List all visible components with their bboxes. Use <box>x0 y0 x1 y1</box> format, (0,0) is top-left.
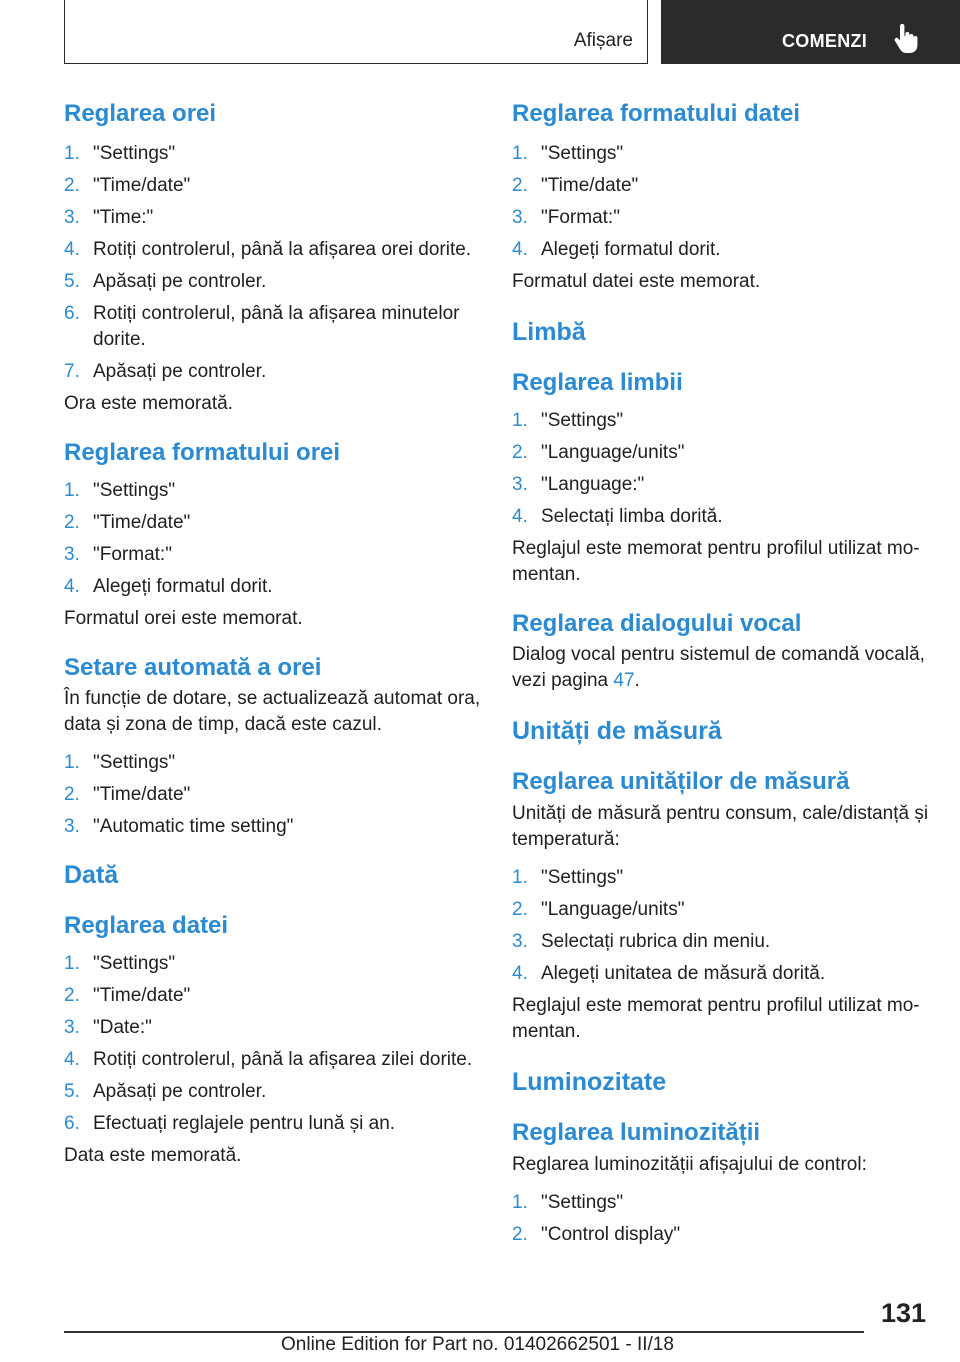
steps-auto-time <box>64 750 482 840</box>
list-item: 3. Selectați rubrica din meniu. <box>512 931 771 953</box>
footer-divider <box>64 1331 864 1333</box>
heading-time-setting: Reglarea orei <box>64 100 217 127</box>
list-item: 3. "Format:" <box>64 543 172 565</box>
heading-auto-time: Setare automată a orei <box>64 653 322 681</box>
list-item: 6. Rotiți controlerul, până la afișarea minutelor dorite. <box>64 302 460 350</box>
list-item: 3. "Format:" <box>512 206 620 228</box>
heading-language-setting: Reglarea limbii <box>512 368 683 396</box>
list-item: 4. Alegeți unitatea de măsură dorită. <box>512 963 826 985</box>
steps-units-setting <box>512 865 932 987</box>
list-item: 5. Apăsați pe controler. <box>64 270 267 292</box>
list-item: 2. "Time/date" <box>512 174 639 196</box>
intro-voice-dialog: Dialog vocal pentru sistemul de comandă vocală, vezi pagina 47. <box>512 644 925 692</box>
list-item: 2. "Time/date" <box>64 174 191 196</box>
intro-auto-time: În funcție de dotare, se actualizează automat ora, data și zona de timp, dacă este cazul. <box>64 688 481 736</box>
list-item: 4. Selectați limba dorită. <box>512 505 723 527</box>
header-chapter-tab <box>661 0 960 64</box>
list-item: 3. "Language:" <box>512 473 645 495</box>
list-item: 2. "Time/date" <box>64 985 191 1007</box>
header-section-tab <box>64 0 648 64</box>
list-item: 3. "Time:" <box>64 206 154 228</box>
steps-time-format <box>64 478 482 600</box>
heading-voice-dialog: Reglarea dialogului vocal <box>512 609 802 637</box>
list-item: 4. Rotiți controlerul, până la afișarea orei dorite. <box>64 238 472 260</box>
note-language-saved: Reglajul este memorat pentru profilul utilizat mo-mentan. <box>512 537 920 585</box>
list-item: 2. "Time/date" <box>64 511 191 533</box>
list-item: 4. Alegeți formatul dorit. <box>512 238 721 260</box>
heading-language: Limbă <box>512 317 586 346</box>
list-item: 7. Apăsați pe controler. <box>64 360 267 382</box>
list-item: 4. Alegeți formatul dorit. <box>64 575 273 597</box>
list-item: 6. Efectuați reglajele pentru lună și an. <box>64 1113 396 1135</box>
heading-brightness-setting: Reglarea luminozității <box>512 1119 761 1147</box>
heading-units: Unități de măsură <box>512 717 722 746</box>
steps-date-format <box>512 141 932 263</box>
list-item: 1. "Settings" <box>512 409 624 431</box>
list-item: 1. "Settings" <box>64 953 176 975</box>
heading-date-setting: Reglarea datei <box>64 912 229 940</box>
list-item: 5. Apăsați pe controler. <box>64 1081 267 1103</box>
note-time-format-saved: Formatul orei este memorat. <box>64 607 303 629</box>
list-item: 1. "Settings" <box>512 1191 624 1213</box>
page-link[interactable]: 47 <box>613 670 635 692</box>
heading-brightness: Luminozitate <box>512 1068 667 1097</box>
section-title: Afișare <box>573 30 633 51</box>
list-item: 1. "Settings" <box>64 752 176 774</box>
note-units-saved: Reglajul este memorat pentru profilul utilizat mo-mentan. <box>512 995 920 1043</box>
note-time-saved: Ora este memorată. <box>64 392 233 414</box>
note-date-format-saved: Formatul datei este memorat. <box>512 270 761 292</box>
steps-time-setting <box>64 141 482 385</box>
left-column <box>64 100 482 1169</box>
heading-time-format: Reglarea formatului orei <box>64 438 341 466</box>
steps-language-setting <box>512 408 932 530</box>
list-item: 4. Rotiți controlerul, până la afișarea zilei dorite. <box>64 1049 473 1071</box>
list-item: 3. "Automatic time setting" <box>64 816 294 838</box>
list-item: 2. "Time/date" <box>64 784 191 806</box>
right-column <box>512 100 932 1254</box>
intro-units: Unități de măsură pentru consum, cale/distanță și temperatură: <box>512 803 929 851</box>
hand-pointer-icon <box>893 24 919 54</box>
list-item: 3. "Date:" <box>64 1017 152 1039</box>
list-item: 2. "Control display" <box>512 1223 681 1245</box>
page-number: 131 <box>880 1298 926 1328</box>
note-date-saved: Data este memorată. <box>64 1145 242 1167</box>
footer-edition: Online Edition for Part no. 01402662501 - II/18 <box>281 1334 674 1355</box>
steps-brightness-setting <box>512 1190 932 1248</box>
list-item: 2. "Language/units" <box>512 899 685 921</box>
list-item: 1. "Settings" <box>512 867 624 889</box>
list-item: 1. "Settings" <box>512 142 624 164</box>
list-item: 1. "Settings" <box>64 479 176 501</box>
heading-date-format: Reglarea formatului datei <box>512 100 801 127</box>
list-item: 2. "Language/units" <box>512 441 685 463</box>
list-item: 1. "Settings" <box>64 142 176 164</box>
intro-brightness: Reglarea luminozității afișajului de control: <box>512 1153 867 1175</box>
steps-date-setting <box>64 951 482 1137</box>
chapter-title: COMENZI <box>782 31 868 51</box>
heading-date: Dată <box>64 861 119 890</box>
heading-units-setting: Reglarea unităților de măsură <box>512 768 850 796</box>
